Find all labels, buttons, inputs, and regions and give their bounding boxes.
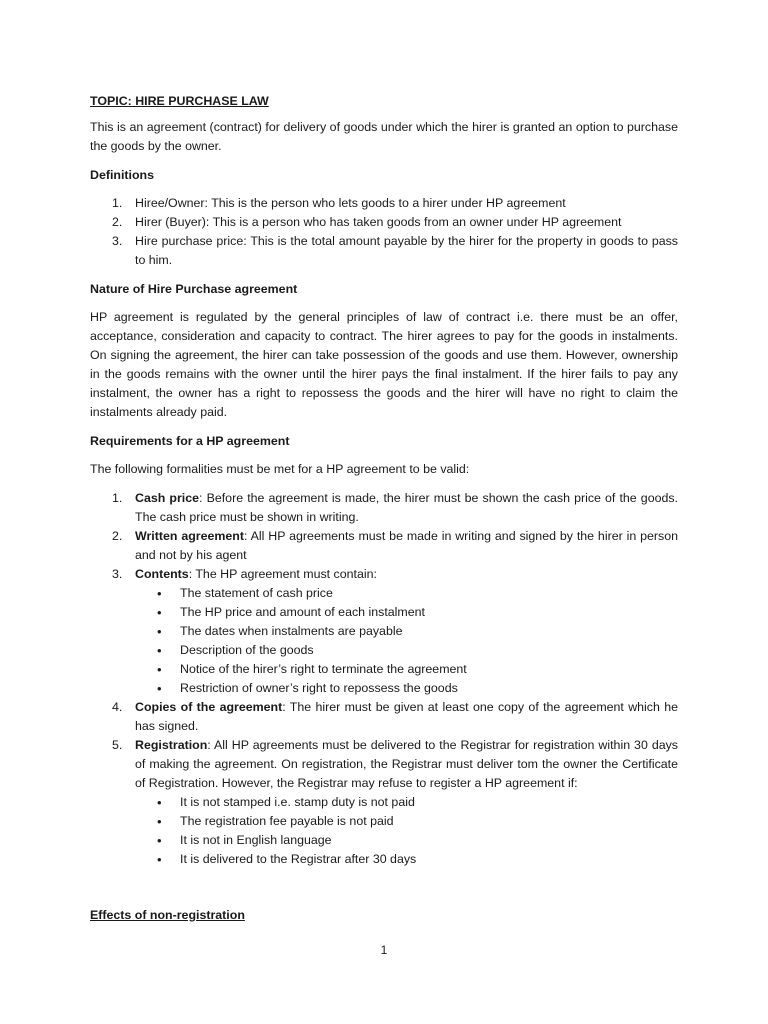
page-number: 1	[380, 943, 388, 957]
nature-heading: Nature of Hire Purchase agreement	[90, 282, 298, 296]
contents-bullets	[135, 584, 678, 698]
nature-paragraph: HP agreement is regulated by the general principles of law of contract i.e. there must be an offer, acceptance, consideration and capacity to contract. The hirer agrees to pay for the goods in instalments. On signing the agreement, the hirer can take possession of the goods and use them. However, ownership in the goods remains with the owner until the hirer pays the final instalment. If the hirer fails to pay any instalment, the owner has a right to repossess the goods and the hirer will have no right to claim the instalments already paid.	[90, 310, 678, 419]
bullet-item: • It is not stamped i.e. stamp duty is not paid	[135, 793, 678, 812]
list-text: : The hirer must be given at least one copy of the agreement which he has signed.	[135, 700, 678, 733]
bullet-item: • It is not in English language	[135, 831, 678, 850]
bullet-item: • Restriction of owner’s right to repossess the goods	[135, 679, 678, 698]
list-item	[90, 565, 678, 698]
list-text: : The HP agreement must contain:	[188, 567, 377, 581]
list-label: Written agreement	[135, 529, 244, 543]
registration-bullets	[135, 793, 678, 869]
bullet-item: • The HP price and amount of each instalment	[135, 603, 678, 622]
list-label: Registration	[135, 738, 208, 752]
list-item	[90, 527, 678, 565]
intro-paragraph: This is an agreement (contract) for delivery of goods under which the hirer is granted an option to purchase the goods by the owner.	[90, 120, 678, 153]
document-page	[90, 92, 678, 879]
bullet-item: • The dates when instalments are payable	[135, 622, 678, 641]
definitions-list	[90, 194, 678, 270]
bullet-item: • The registration fee payable is not paid	[135, 812, 678, 831]
list-number: 2.	[112, 215, 123, 229]
list-number: 5.	[112, 738, 123, 752]
list-label: Copies of the agreement	[135, 700, 283, 714]
list-text: Hire purchase price: This is the total amount payable by the hirer for the property in goods to pass to him.	[135, 234, 678, 267]
effects-heading: Effects of non-registration	[90, 908, 245, 922]
list-text: : All HP agreements must be delivered to the Registrar for registration within 30 days of making the agreement. On registration, the Registrar must deliver tom the owner the Certificate of Registration. However, the Registrar may refuse to register a HP agreement if:	[135, 738, 678, 790]
definitions-heading: Definitions	[90, 168, 155, 182]
list-text: Hiree/Owner: This is the person who lets goods to a hirer under HP agreement	[135, 196, 566, 210]
list-item	[90, 194, 678, 213]
list-item	[90, 489, 678, 527]
page-title: TOPIC: HIRE PURCHASE LAW	[90, 94, 269, 108]
list-item	[90, 213, 678, 232]
bullet-item: • Notice of the hirer’s right to terminate the agreement	[135, 660, 678, 679]
list-item	[90, 232, 678, 270]
list-text: Hirer (Buyer): This is a person who has taken goods from an owner under HP agreement	[135, 215, 622, 229]
list-number: 1.	[112, 491, 123, 505]
list-item	[90, 736, 678, 869]
bullet-item: • The statement of cash price	[135, 584, 678, 603]
list-text: : Before the agreement is made, the hirer must be shown the cash price of the goods. The cash price must be shown in writing.	[135, 491, 679, 524]
requirements-list	[90, 489, 678, 869]
list-number: 3.	[112, 567, 123, 581]
requirements-heading: Requirements for a HP agreement	[90, 434, 290, 448]
list-number: 1.	[112, 196, 123, 210]
list-label: Cash price	[135, 491, 200, 505]
list-item	[90, 698, 678, 736]
list-text: : All HP agreements must be made in writing and signed by the hirer in person and not by his agent	[135, 529, 678, 562]
list-number: 3.	[112, 234, 123, 248]
list-number: 2.	[112, 529, 123, 543]
requirements-intro: The following formalities must be met for a HP agreement to be valid:	[90, 462, 470, 476]
list-number: 4.	[112, 700, 123, 714]
bullet-item: • It is delivered to the Registrar after 30 days	[135, 850, 678, 869]
bullet-item: • Description of the goods	[135, 641, 678, 660]
list-label: Contents	[135, 567, 189, 581]
